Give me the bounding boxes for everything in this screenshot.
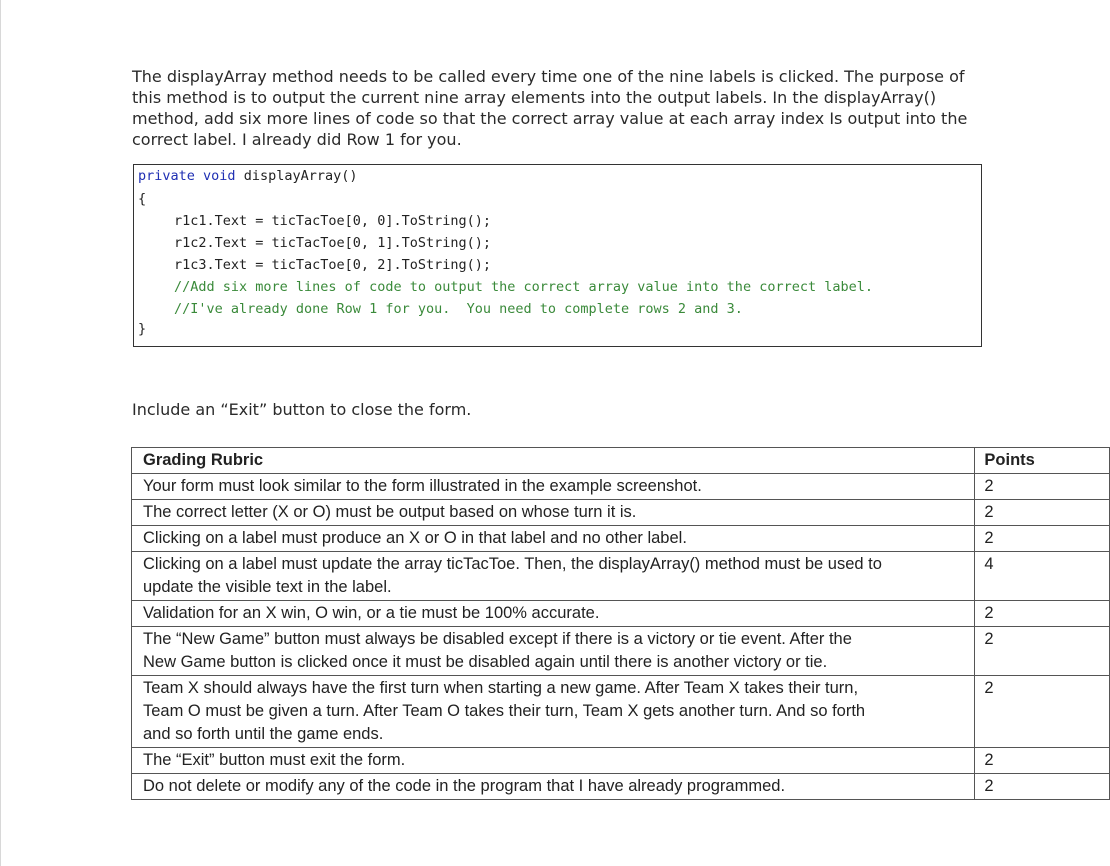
rubric-row — [132, 526, 1110, 552]
criterion-line: New Game button is clicked once it must be disabled again until there is another victory or tie. — [143, 653, 828, 671]
code-comment: //Add six more lines of code to output the correct array value into the correct label. — [174, 279, 873, 295]
rubric-criterion — [132, 676, 975, 748]
rubric-points: 2 — [975, 748, 1110, 774]
rubric-criterion — [132, 774, 975, 800]
criterion-line: Clicking on a label must update the array ticTacToe. Then, the displayArray() method must be used to — [143, 555, 882, 573]
rubric-points: 2 — [975, 774, 1110, 800]
rubric-points: 2 — [975, 526, 1110, 552]
rubric-points: 2 — [975, 474, 1110, 500]
criterion-line: Team O must be given a turn. After Team O takes their turn, Team X gets another turn. And so forth — [143, 702, 866, 720]
criterion-line: The “Exit” button must exit the form. — [143, 751, 406, 769]
rubric-header-criterion: Grading Rubric — [132, 448, 975, 474]
criterion-line: The correct letter (X or O) must be output based on whose turn it is. — [143, 503, 637, 521]
rubric-criterion — [132, 552, 975, 601]
close-brace: } — [138, 321, 147, 337]
rubric-row — [132, 552, 1110, 601]
rubric-row — [132, 500, 1110, 526]
rubric-row — [132, 474, 1110, 500]
code-comment: //I've already done Row 1 for you. You need to complete rows 2 and 3. — [174, 301, 743, 317]
rubric-row — [132, 676, 1110, 748]
criterion-line: Do not delete or modify any of the code in the program that I have already programmed. — [143, 777, 786, 795]
rubric-criterion — [132, 748, 975, 774]
rubric-criterion — [132, 474, 975, 500]
code-line: r1c1.Text = ticTacToe[0, 0].ToString(); — [174, 213, 491, 229]
criterion-line: and so forth until the game ends. — [143, 725, 384, 743]
rubric-criterion — [132, 500, 975, 526]
criterion-line: Your form must look similar to the form illustrated in the example screenshot. — [143, 477, 702, 495]
open-brace: { — [138, 191, 147, 207]
rubric-row — [132, 748, 1110, 774]
rubric-header-row — [132, 448, 1110, 474]
rubric-points: 2 — [975, 500, 1110, 526]
rubric-criterion — [132, 627, 975, 676]
criterion-line: Team X should always have the first turn when starting a new game. After Team X takes their turn, — [143, 679, 859, 697]
code-block — [133, 164, 982, 347]
method-signature — [138, 168, 357, 184]
rubric-points: 2 — [975, 601, 1110, 627]
rubric-criterion — [132, 601, 975, 627]
signature-name: displayArray() — [243, 168, 358, 184]
page-edge — [0, 0, 1, 866]
rubric-header-points: Points — [975, 448, 1110, 474]
rubric-row — [132, 774, 1110, 800]
exit-note: Include an “Exit” button to close the form. — [132, 400, 472, 419]
instructions-line: correct label. I already did Row 1 for you. — [132, 130, 462, 149]
rubric-points: 2 — [975, 627, 1110, 676]
code-line: r1c2.Text = ticTacToe[0, 1].ToString(); — [174, 235, 491, 251]
criterion-line: The “New Game” button must always be disabled except if there is a victory or tie event. After the — [143, 630, 852, 648]
rubric-row — [132, 601, 1110, 627]
grading-rubric-table — [131, 447, 1110, 800]
signature-keywords: private void — [138, 168, 236, 184]
rubric-row — [132, 627, 1110, 676]
rubric-criterion — [132, 526, 975, 552]
criterion-line: Clicking on a label must produce an X or O in that label and no other label. — [143, 529, 687, 547]
code-line: r1c3.Text = ticTacToe[0, 2].ToString(); — [174, 257, 491, 273]
instructions-line: The displayArray method needs to be called every time one of the nine labels is clicked. The purpose of — [132, 67, 965, 86]
instructions-paragraph — [132, 66, 977, 150]
criterion-line: update the visible text in the label. — [143, 578, 392, 596]
instructions-line: this method is to output the current nine array elements into the output labels. In the displayArray() — [132, 88, 937, 107]
instructions-line: method, add six more lines of code so that the correct array value at each array index Is output into the — [132, 109, 968, 128]
criterion-line: Validation for an X win, O win, or a tie must be 100% accurate. — [143, 604, 600, 622]
rubric-points: 4 — [975, 552, 1110, 601]
rubric-points: 2 — [975, 676, 1110, 748]
